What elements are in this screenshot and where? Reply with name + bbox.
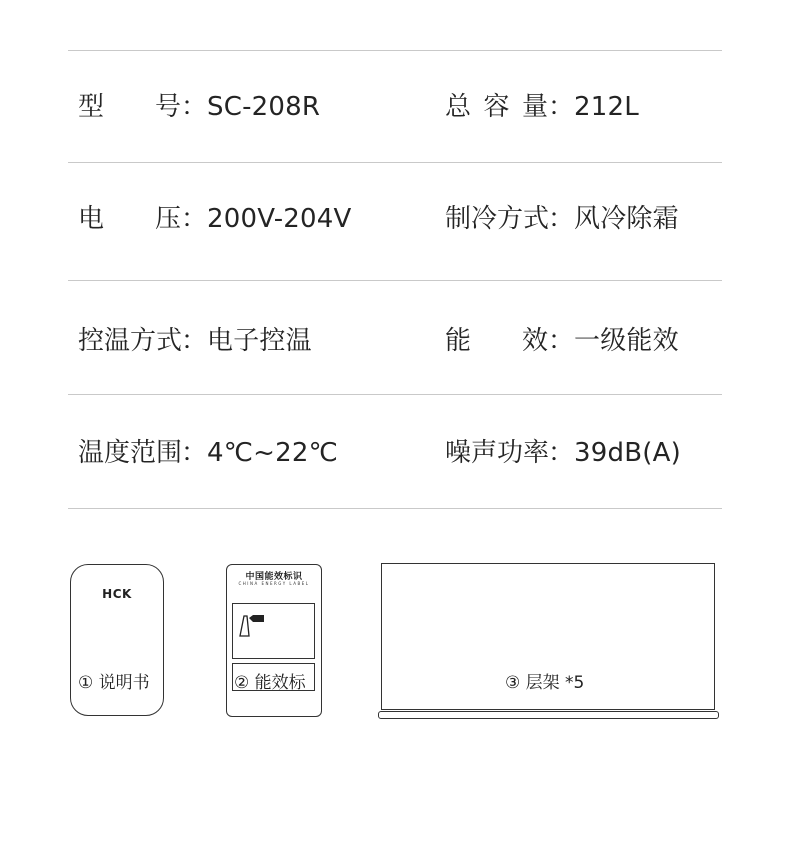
- manual-booklet: [70, 564, 164, 716]
- spec-temp-range: [78, 438, 338, 468]
- brand-logo: HCK: [102, 587, 132, 601]
- divider-3: [68, 280, 722, 281]
- energy-label-card: [226, 564, 322, 717]
- energy-label-caption: ② 能效标: [234, 673, 306, 693]
- spec-key: 噪声功率: [445, 438, 550, 468]
- energy-grade-icon: [236, 610, 276, 640]
- separator: ：: [181, 326, 208, 356]
- spec-value: 39dB(A): [574, 438, 681, 468]
- spec-cooling: [445, 204, 679, 234]
- shelf-edge: [378, 711, 719, 719]
- spec-key: 温度范围: [78, 438, 183, 468]
- separator: ：: [181, 204, 208, 234]
- spec-key: 制冷方式: [445, 204, 550, 234]
- energy-label-subtitle: CHINA ENERGY LABEL: [238, 581, 310, 586]
- divider-5: [68, 508, 722, 509]
- spec-model: [78, 92, 320, 122]
- spec-value: 4℃~22℃: [207, 438, 339, 468]
- spec-value: 200V-204V: [207, 204, 352, 234]
- divider-2: [68, 162, 722, 163]
- divider-4: [68, 394, 722, 395]
- spec-capacity: [445, 92, 639, 122]
- separator: ：: [181, 438, 208, 468]
- spec-noise: [445, 438, 681, 468]
- separator: ：: [548, 438, 575, 468]
- spec-temp-control: [78, 326, 312, 356]
- shelf-caption: ③ 层架 *5: [505, 673, 585, 693]
- spec-key: 电压: [78, 204, 181, 234]
- spec-voltage: [78, 204, 352, 234]
- spec-key: 控温方式: [78, 326, 183, 356]
- separator: ：: [548, 92, 575, 122]
- spec-value: 电子控温: [207, 326, 312, 356]
- divider-1: [68, 50, 722, 51]
- separator: ：: [548, 326, 575, 356]
- manual-caption: ① 说明书: [78, 673, 150, 693]
- separator: ：: [548, 204, 575, 234]
- separator: ：: [181, 92, 208, 122]
- spec-value: SC-208R: [207, 92, 321, 122]
- spec-efficiency: [445, 326, 679, 356]
- spec-key: 能效: [445, 326, 548, 356]
- energy-label-title: 中国能效标识: [245, 572, 303, 582]
- spec-key: 总容量: [445, 92, 548, 122]
- spec-key: 型号: [78, 92, 181, 122]
- spec-value: 212L: [574, 92, 639, 122]
- energy-grade-panel: [232, 603, 315, 659]
- spec-value: 一级能效: [574, 326, 679, 356]
- spec-value: 风冷除霜: [574, 204, 679, 234]
